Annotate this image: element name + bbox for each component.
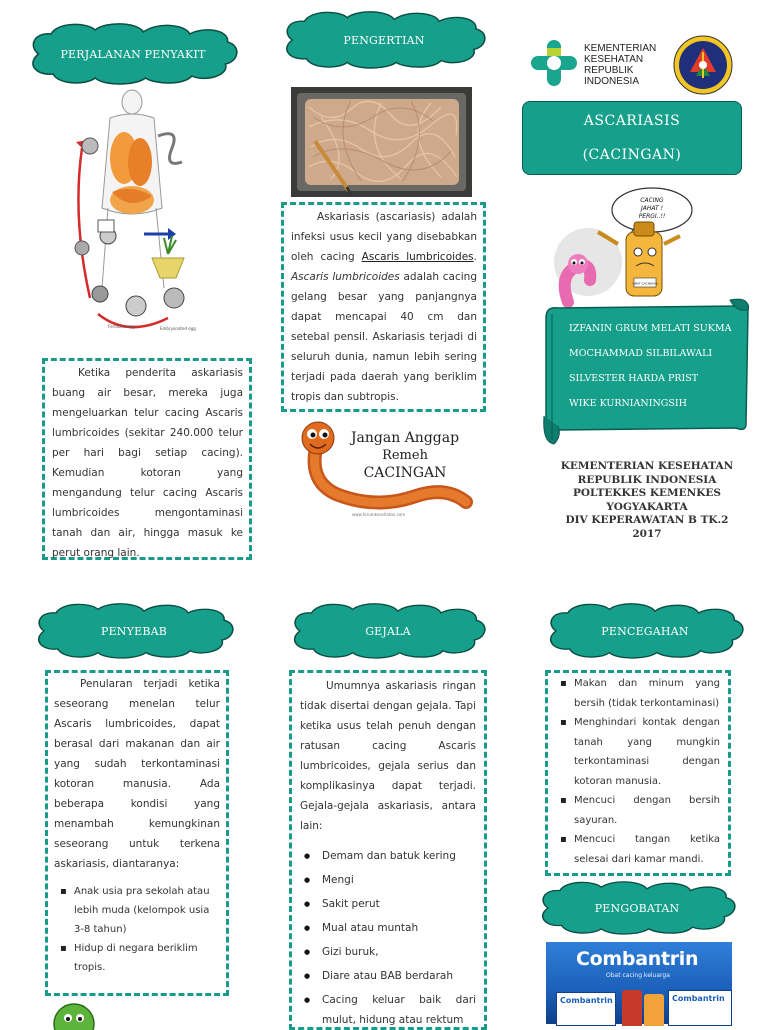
medicine-brand: Combantrin: [576, 948, 699, 970]
list-item: ● Gizi buruk,: [300, 942, 476, 962]
gejala-text-box: [289, 670, 487, 1030]
list-item: ▪ Anak usia pra sekolah atau lebih muda (kelompok usia 3-8 tahun): [54, 882, 220, 939]
header-pengobatan: [538, 882, 736, 934]
header-label: GEJALA: [365, 624, 411, 638]
logo-line2: KESEHATAN: [584, 54, 644, 65]
header-label: PENGERTIAN: [343, 33, 425, 47]
medicine-bottle-1: [622, 990, 642, 1026]
pengertian-text-part1: Askariasis (ascariasis) adalah infeksi usus kecil yang disebabkan oleh cacing: [291, 211, 477, 263]
logo-line3: REPUBLIK: [584, 65, 634, 76]
list-item: ▪ Mencuci dengan bersih sayuran.: [554, 791, 720, 830]
header-penyebab: [34, 604, 234, 658]
medicine-photo: [546, 942, 732, 1024]
svg-text:www.forumkesehatan.com: www.forumkesehatan.com: [352, 512, 406, 517]
logo-line4: INDONESIA: [584, 76, 640, 87]
author-list: [553, 314, 745, 430]
penyebab-list: [54, 882, 220, 977]
perjalanan-paragraph: Ketika penderita askariasis buang air besar, mereka juga mengeluarkan telur cacing Ascaris lumbricoides (sekitar 240.000 telur per hari bagi setiap cacing). Kemudian kotoran yang mengandung telur cacing Ascaris lumbricoides mengontaminasi tanah dan air, hingga masuk ke perut orang lain.: [52, 367, 243, 559]
author-name: IZFANIN GRUM MELATI SUKMA: [569, 323, 732, 334]
penyebab-text-box: [45, 670, 229, 996]
perjalanan-text-box: [42, 358, 252, 560]
cartoon-bubble-line1: CACING: [640, 197, 664, 204]
medicine-box-left: [556, 992, 616, 1026]
institution-line6: 2017: [632, 527, 662, 540]
institution-line5: DIV KEPERAWATAN B TK.2: [565, 514, 729, 526]
slogan-line1: Jangan Anggap: [350, 430, 460, 446]
ascaris-italic: Ascaris lumbricoides: [291, 271, 400, 283]
list-item: ● Demam dan batuk kering: [300, 846, 476, 866]
pencegahan-text-box: [545, 670, 731, 876]
green-mascot: [52, 1002, 96, 1024]
worm-tray-photo: [291, 87, 472, 197]
box-label: Combantrin: [672, 994, 725, 1003]
header-label: PENCEGAHAN: [601, 624, 689, 638]
list-item: ▪ Makan dan minum yang bersih (tidak terkontaminasi): [554, 674, 720, 713]
slogan-line2: Remeh: [382, 448, 428, 463]
title-box: [522, 101, 742, 175]
header-gejala: [290, 604, 486, 658]
title-line1: ASCARIASIS: [583, 113, 681, 129]
list-item: ● Mengi: [300, 870, 476, 890]
bottle-label: OBAT CACINGAN: [632, 281, 658, 286]
box-label: Combantrin: [560, 996, 613, 1005]
list-item: ▪ Menghindari kontak dengan tanah yang mungkin terkontaminasi dengan kotoran manusia.: [554, 713, 720, 791]
medicine-box-right: [668, 990, 732, 1026]
kemenkes-logo-text: [584, 43, 656, 87]
institution-line1: KEMENTERIAN KESEHATAN: [560, 460, 734, 472]
slogan-line3: CACINGAN: [363, 465, 447, 481]
pengertian-text-part2: .: [473, 251, 477, 263]
list-item: ● Mual atau muntah: [300, 918, 476, 938]
cartoon-illustration: [548, 184, 698, 312]
penyebab-paragraph: Penularan terjadi ketika seseorang menelan telur Ascaris lumbricoides, dapat berasal dari makanan dan air yang sudah terkontaminasi kotoran manusia. Ada beberapa kondisi yang menambah kemungkinan seseorang untuk terkena askariasis, diantaranya:: [54, 678, 220, 870]
gejala-paragraph: Umumnya askariasis ringan tidak disertai dengan gejala. Tapi ketika usus telah penuh dengan ratusan cacing Ascaris lumbricoides, gejala serius dan komplikasinya dapat terjadi. Gejala-gejala askariasis, antara lain:: [300, 680, 476, 832]
institution-block: [548, 460, 746, 541]
pengertian-text-part3: adalah cacing gelang besar yang panjangnya dapat mencapai 40 cm dan setebal pensil. Askariasis terjadi di seluruh dunia, namun lebih sering terjadi pada daerah yang beriklim tropis dan subtropis.: [291, 271, 478, 403]
gejala-list: [300, 846, 476, 1030]
medicine-bottle-2: [644, 994, 664, 1026]
institution-line3: POLTEKKES KEMENKES: [573, 487, 721, 499]
header-label: PENGOBATAN: [594, 901, 680, 915]
header-pencegahan: [546, 604, 744, 658]
life-cycle-illustration: [68, 88, 196, 350]
header-pengertian: [282, 12, 486, 68]
medicine-tagline: Obat cacing keluarga: [606, 972, 670, 979]
pengertian-text-box: [281, 202, 486, 412]
kemenkes-logo-icon: [529, 38, 579, 88]
header-label: PERJALANAN PENYAKIT: [60, 47, 206, 61]
list-item: ▪ Hidup di negara beriklim tropis.: [54, 939, 220, 977]
header-label: PENYEBAB: [100, 624, 168, 638]
ascaris-link[interactable]: Ascaris lumbricoides: [361, 251, 474, 263]
pencegahan-list: [554, 674, 720, 869]
author-name: SILVESTER HARDA PRIST: [569, 373, 699, 384]
list-item: ▪ Mencuci tangan ketika selesai dari kamar mandi.: [554, 830, 720, 869]
slogan-text: [340, 429, 470, 482]
author-name: MOCHAMMAD SILBILAWALI: [569, 348, 713, 359]
svg-text:Fertilized egg: Fertilized egg: [108, 324, 135, 329]
logo-line1: KEMENTERIAN: [584, 43, 657, 54]
list-item: ● Sakit perut: [300, 894, 476, 914]
poltekkes-logo-icon: [672, 34, 734, 96]
cartoon-bubble-line2: JAHAT !: [640, 205, 664, 212]
header-perjalanan-penyakit: [28, 24, 238, 84]
author-name: WIKE KURNIANINGSIH: [569, 398, 687, 409]
institution-line2: REPUBLIK INDONESIA: [577, 473, 717, 486]
title-line2: (CACINGAN): [582, 147, 682, 163]
institution-line4: YOGYAKARTA: [606, 500, 688, 513]
list-item: ● Diare atau BAB berdarah: [300, 966, 476, 986]
svg-text:Embryonated egg: Embryonated egg: [160, 326, 196, 331]
cartoon-bubble-line3: PERGI..!!: [638, 213, 666, 220]
list-item: ● Cacing keluar baik dari mulut, hidung atau rektum: [300, 990, 476, 1030]
